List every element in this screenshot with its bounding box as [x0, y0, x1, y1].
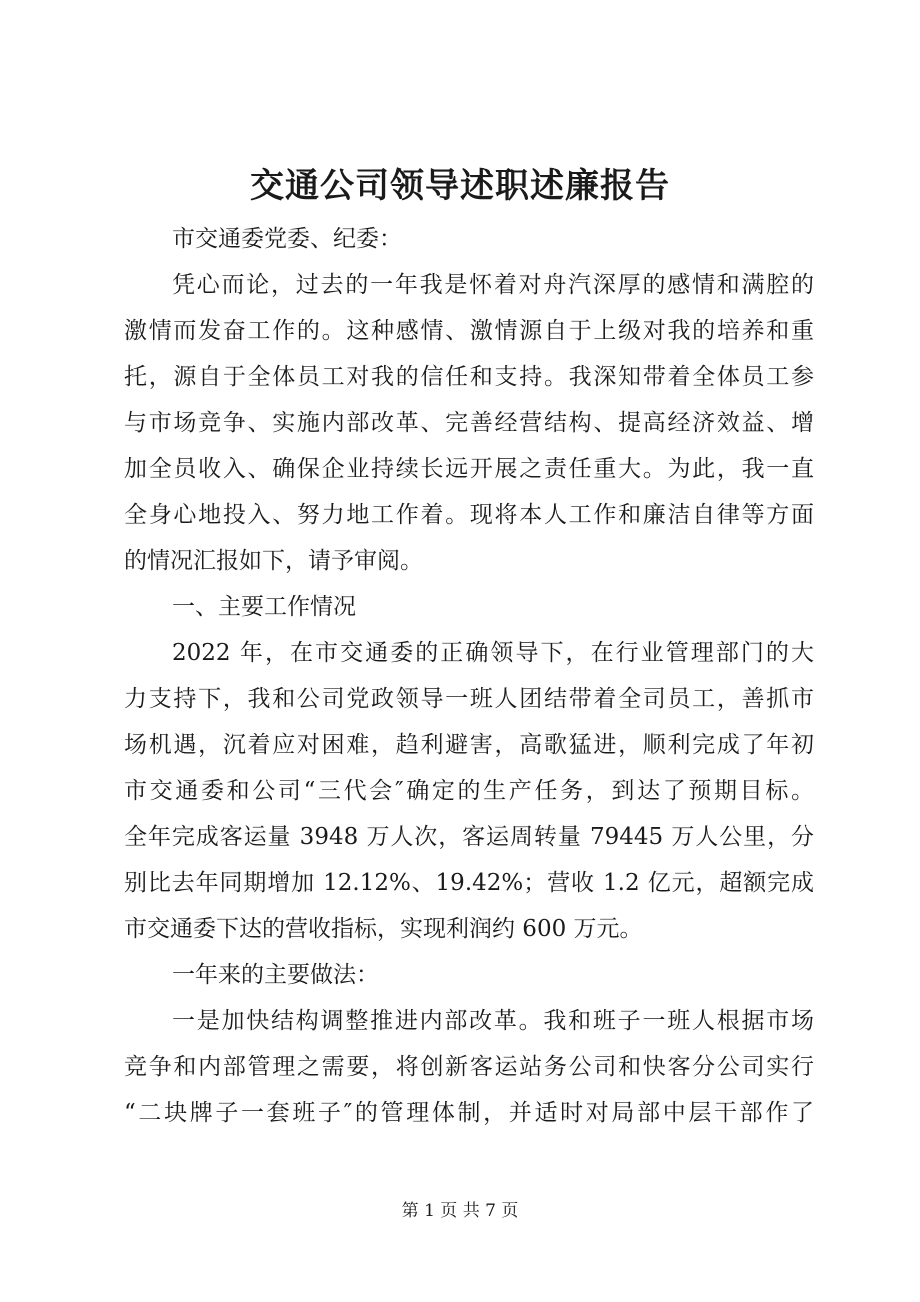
paragraph-line: 竞争和内部管理之需要，将创新客运站务公司和快客分公司实行 — [124, 1054, 814, 1080]
paragraph-line: “二块牌子一套班子″的管理体制，并适时对局部中层干部作了 — [124, 1100, 814, 1126]
paragraph-line: 的情况汇报如下，请予审阅。 — [124, 548, 423, 574]
paragraph-line: 市交通委和公司“三代会″确定的生产任务，到达了预期目标。 — [124, 778, 814, 804]
paragraph-line: 全身心地投入、努力地工作着。现将本人工作和廉洁自律等方面 — [124, 502, 814, 528]
paragraph-line: 与市场竞争、实施内部改革、完善经营结构、提高经济效益、增 — [124, 410, 814, 436]
paragraph-line: 2022 年，在市交通委的正确领导下，在行业管理部门的大 — [172, 640, 814, 666]
paragraph-line: 一是加快结构调整推进内部改革。我和班子一班人根据市场 — [172, 1008, 814, 1034]
salutation-line: 市交通委党委、纪委： — [172, 226, 402, 252]
subsection-heading: 一年来的主要做法： — [172, 962, 379, 988]
document-body — [124, 216, 814, 1136]
paragraph-line: 托，源自于全体员工对我的信任和支持。我深知带着全体员工参 — [124, 364, 814, 390]
paragraph-line: 别比去年同期增加 12.12%、19.42%；营收 1.2 亿元，超额完成 — [124, 870, 814, 896]
paragraph-line: 市交通委下达的营收指标，实现利润约 600 万元。 — [124, 916, 643, 942]
paragraph-line: 力支持下，我和公司党政领导一班人团结带着全司员工，善抓市 — [124, 686, 814, 712]
document-title: 交通公司领导述职述廉报告 — [250, 166, 670, 206]
paragraph-line: 全年完成客运量 3948 万人次，客运周转量 79445 万人公里，分 — [124, 824, 814, 850]
paragraph-line: 激情而发奋工作的。这种感情、激情源自于上级对我的培养和重 — [124, 318, 814, 344]
paragraph-line: 凭心而论，过去的一年我是怀着对舟汽深厚的感情和满腔的 — [172, 272, 814, 298]
page-number-footer: 第 1 页 共 7 页 — [401, 1201, 519, 1221]
paragraph-line: 场机遇，沉着应对困难，趋利避害，高歌猛进，顺利完成了年初 — [124, 732, 814, 758]
section-heading: 一、主要工作情况 — [172, 594, 356, 620]
paragraph-line: 加全员收入、确保企业持续长远开展之责任重大。为此，我一直 — [124, 456, 814, 482]
